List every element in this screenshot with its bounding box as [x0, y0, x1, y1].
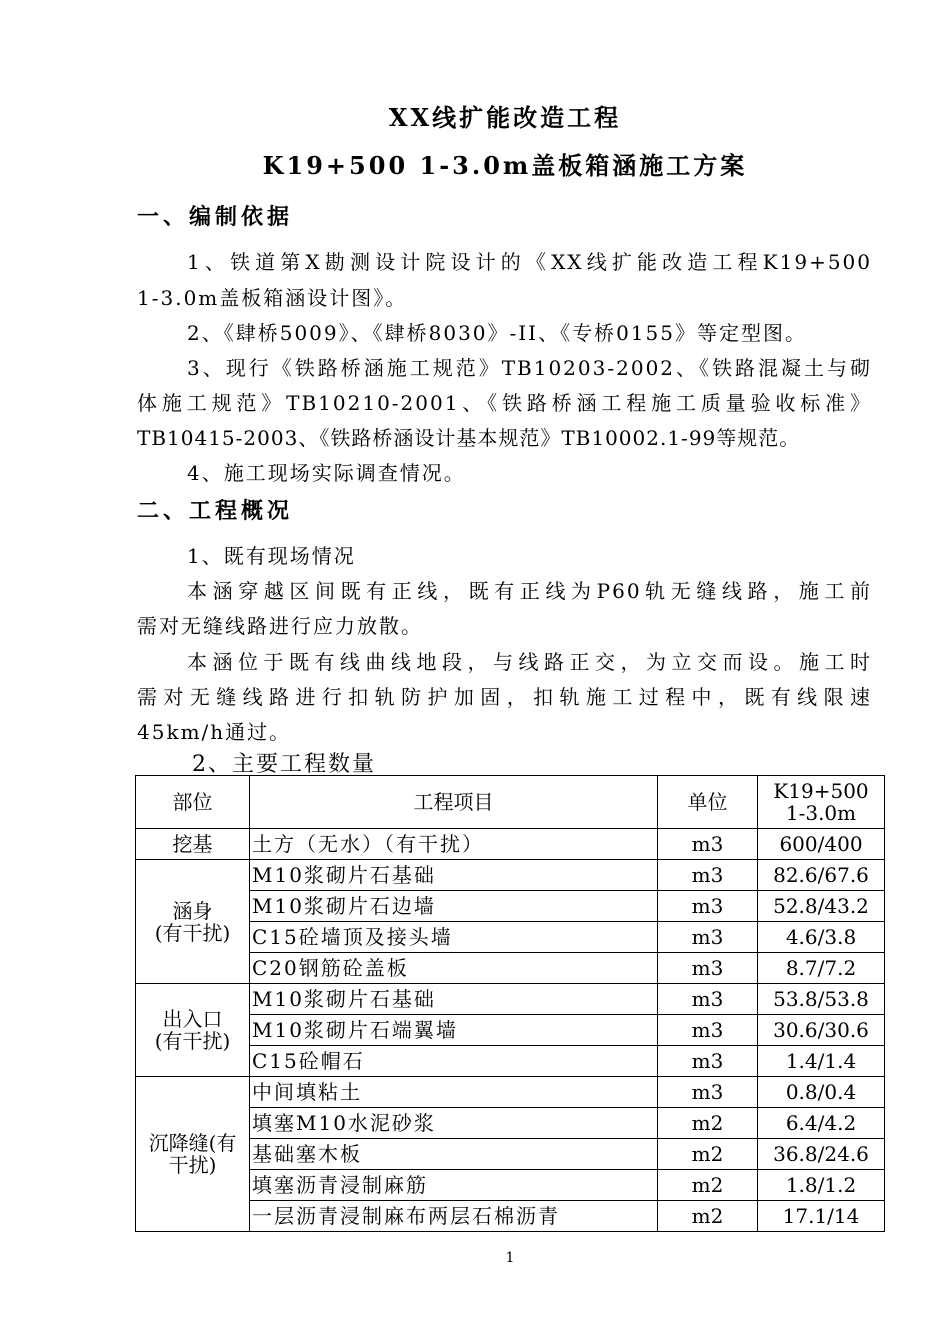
unit-cell: m3: [658, 984, 758, 1015]
unit-cell: m3: [658, 1077, 758, 1108]
unit-cell: m3: [658, 891, 758, 922]
value-cell: 1.8/1.2: [758, 1170, 885, 1201]
item-cell: C20钢筋砼盖板: [250, 953, 658, 984]
part-line2: (有干扰): [154, 1029, 231, 1053]
item-cell: C15砼墙顶及接头墙: [250, 922, 658, 953]
section2-para-line: 需对无缝线路进行扣轨防护加固，扣轨施工过程中，既有线限速: [137, 685, 872, 709]
item-cell: 中间填粘土: [250, 1077, 658, 1108]
value-cell: 36.8/24.6: [758, 1139, 885, 1170]
page-number: 1: [505, 1250, 515, 1266]
section2-para-line: 本涵穿越区间既有正线，既有正线为P60轨无缝线路，施工前: [187, 579, 872, 603]
unit-cell: m3: [658, 953, 758, 984]
header-value: [758, 776, 885, 829]
unit-cell: m2: [658, 1108, 758, 1139]
section1-line: TB10415-2003、《铁路桥涵设计基本规范》TB10002.1-99等规范。: [137, 426, 801, 450]
part-line1: 涵身: [172, 898, 213, 923]
item-cell: 一层沥青浸制麻布两层石棉沥青: [250, 1201, 658, 1232]
section2-para-line: 需对无缝线路进行应力放散。: [137, 614, 423, 638]
part-line2: (有干扰): [154, 920, 231, 945]
item-cell: 填塞沥青浸制麻筋: [250, 1170, 658, 1201]
value-cell: 600/400: [758, 829, 885, 860]
table-header-row: [136, 776, 885, 829]
item-cell: M10浆砌片石端翼墙: [250, 1015, 658, 1046]
unit-cell: m3: [658, 1046, 758, 1077]
header-value-line1: K19+500: [773, 779, 869, 803]
quantity-table: [135, 775, 885, 1232]
section1-line: 1、铁道第X勘测设计院设计的《XX线扩能改造工程K19+500: [187, 250, 872, 274]
item-cell: 基础塞木板: [250, 1139, 658, 1170]
unit-cell: m2: [658, 1139, 758, 1170]
section1-line: 4、施工现场实际调查情况。: [187, 461, 466, 485]
part-cell: 挖基: [136, 829, 250, 860]
section1-line: 3、现行《铁路桥涵施工规范》TB10203-2002、《铁路混凝土与砌: [187, 356, 872, 380]
value-cell: 1.4/1.4: [758, 1046, 885, 1077]
value-cell: 4.6/3.8: [758, 922, 885, 953]
section2-heading: 二、工程概况: [137, 498, 294, 524]
unit-cell: m3: [658, 922, 758, 953]
table-row: [136, 1077, 885, 1108]
part-line1: 出入口: [162, 1007, 223, 1031]
value-cell: 0.8/0.4: [758, 1077, 885, 1108]
unit-cell: m3: [658, 1015, 758, 1046]
part-cell: [136, 1077, 250, 1232]
unit-cell: m2: [658, 1170, 758, 1201]
header-unit: 单位: [658, 776, 758, 829]
unit-cell: m3: [658, 860, 758, 891]
value-cell: 52.8/43.2: [758, 891, 885, 922]
item-cell: M10浆砌片石基础: [250, 984, 658, 1015]
section1-heading: 一、编制依据: [137, 204, 294, 230]
section1-line: 2、《肆桥5009》、《肆桥8030》-II、《专桥0155》等定型图。: [187, 321, 807, 345]
item-cell: M10浆砌片石边墙: [250, 891, 658, 922]
section2-sub2: 2、主要工程数量: [192, 752, 376, 777]
section2-para-line: 本涵位于既有线曲线地段，与线路正交，为立交而设。施工时: [187, 650, 872, 674]
value-cell: 30.6/30.6: [758, 1015, 885, 1046]
part-line1: 沉降缝(有: [148, 1131, 237, 1155]
item-cell: 土方（无水）（有干扰）: [250, 829, 658, 860]
document-subtitle: K19+500 1-3.0m盖板箱涵施工方案: [262, 151, 748, 180]
header-value-line2: 1-3.0m: [785, 801, 857, 825]
table-row: [136, 829, 885, 860]
part-cell: [136, 984, 250, 1077]
unit-cell: m2: [658, 1201, 758, 1232]
table-row: [136, 984, 885, 1015]
header-item: 工程项目: [250, 776, 658, 829]
unit-cell: m3: [658, 829, 758, 860]
part-line2: 干扰): [168, 1153, 217, 1177]
value-cell: 53.8/53.8: [758, 984, 885, 1015]
item-cell: C15砼帽石: [250, 1046, 658, 1077]
value-cell: 17.1/14: [758, 1201, 885, 1232]
part-cell: [136, 860, 250, 984]
item-cell: 填塞M10水泥砂浆: [250, 1108, 658, 1139]
value-cell: 6.4/4.2: [758, 1108, 885, 1139]
document-title: XX线扩能改造工程: [388, 103, 622, 132]
section2-sub1: 1、既有现场情况: [187, 544, 356, 568]
value-cell: 8.7/7.2: [758, 953, 885, 984]
section1-line: 体施工规范》TB10210-2001、《铁路桥涵工程施工质量验收标准》: [137, 391, 872, 415]
table-row: [136, 860, 885, 891]
item-cell: M10浆砌片石基础: [250, 860, 658, 891]
header-part: 部位: [136, 776, 250, 829]
section2-para-line: 45km/h通过。: [137, 720, 292, 744]
section1-line: 1-3.0m盖板箱涵设计图》。: [137, 286, 408, 310]
value-cell: 82.6/67.6: [758, 860, 885, 891]
